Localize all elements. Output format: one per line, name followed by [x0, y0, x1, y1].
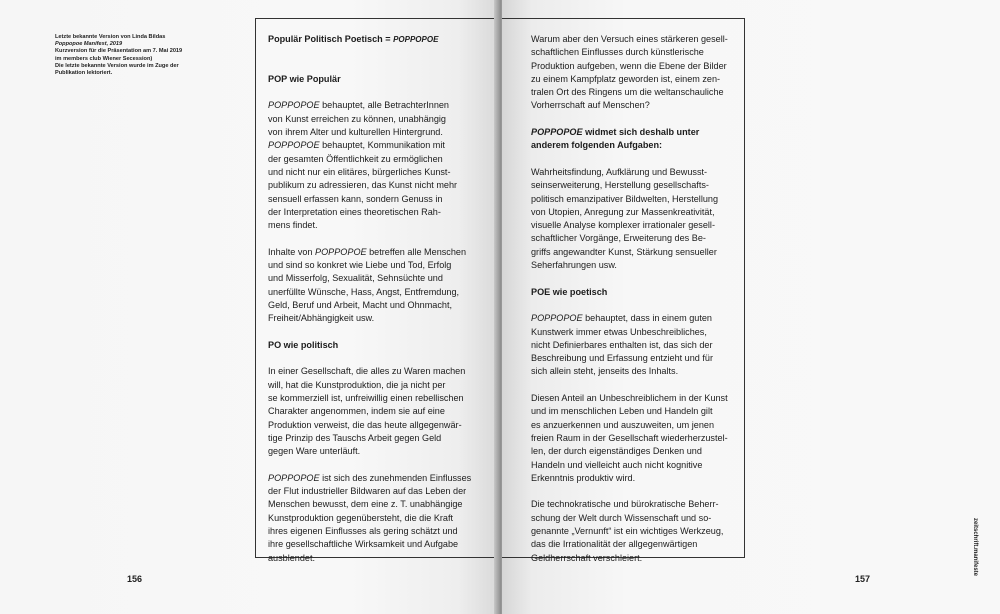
- text-line: schaftlicher Vorgänge, Erweiterung des Be-: [531, 233, 706, 244]
- colophon-note: [55, 34, 205, 77]
- text-line: freien Raum in der Gesellschaft wiederherzustel-: [531, 432, 728, 443]
- text-line: will, hat die Kunstproduktion, die ja nicht per: [268, 379, 446, 390]
- text-line: Kunstwerk immer etwas Unbeschreibliches,: [531, 326, 707, 337]
- text-line: schaftlichen Einflusses durch künstlerische: [531, 47, 704, 58]
- text-line: ihres eigenen Einflusses als gering schätzt und: [268, 525, 458, 536]
- text-line: tralen Ort des Ringens um die weltanschauliche: [531, 87, 724, 98]
- heading-pop: POP wie Populär: [268, 73, 341, 84]
- text-line: POPPOPOE behauptet, dass in einem guten: [531, 313, 712, 324]
- text-line: Inhalte von POPPOPOE betreffen alle Menschen: [268, 246, 467, 257]
- text-line: Geldherrschaft verschleiert.: [531, 552, 643, 563]
- text-line: der Flut industrieller Bildwaren auf das Leben der: [268, 486, 467, 497]
- page-number-left: 156: [127, 574, 143, 584]
- text-line: Erkenntnis produktiv wird.: [531, 472, 636, 483]
- right-text-column: [531, 33, 745, 565]
- left-page: [0, 0, 498, 614]
- text-line: ihre gesellschaftliche Wirksamkeit und Aufgabe: [268, 539, 459, 550]
- text-line: Seherfahrungen usw.: [531, 260, 617, 271]
- text-line: Wahrheitsfindung, Aufklärung und Bewusst-: [531, 166, 708, 177]
- text-line: publikum zu adressieren, das Kunst nicht mehr: [268, 180, 458, 191]
- text-line: sich allein steht, jenseits des Inhalts.: [531, 366, 679, 377]
- text-line: se kommerziell ist, unfreiwillig einen rebellischen: [268, 393, 464, 404]
- text-line: Die technokratische und bürokratische Beherr-: [531, 499, 719, 510]
- text-line: von Kunst erreichen zu können, unabhängig: [268, 113, 446, 124]
- text-line: und sind so konkret wie Liebe und Tod, Erfolg: [268, 260, 452, 271]
- text-line: Produktion aufgeben, wenn die Ebene der Bilder: [531, 60, 727, 71]
- right-page: [502, 0, 1000, 614]
- heading-poe: POE wie poetisch: [531, 286, 608, 297]
- text-line: griffs angewandter Kunst, Stärkung sensueller: [531, 246, 717, 257]
- text-line: von Utopien, Anregung zur Massenkreativität,: [531, 206, 715, 217]
- text-line: POPPOPOE ist sich des zunehmenden Einflusses: [268, 472, 472, 483]
- text-line: Charakter angenommen, indem sie auf eine: [268, 406, 445, 417]
- text-line: Diesen Anteil an Unbeschreiblichem in der Kunst: [531, 393, 728, 404]
- text-line: das die Irrationalität der allgegenwärtigen: [531, 539, 698, 550]
- text-line: sensuell erfassen kann, sondern Genuss in: [268, 193, 443, 204]
- text-line: und Misserfolg, Sexualität, Sehnsüchte und: [268, 273, 443, 284]
- page-title: Populär Politisch Poetisch = POPPOPOE: [268, 34, 439, 44]
- text-line: genannte „Vernunft“ ist ein wichtiges Werkzeug,: [531, 525, 724, 536]
- text-line: gegen Ware unterläuft.: [268, 446, 361, 457]
- vertical-running-title: zeitschrift.manifeste: [972, 518, 978, 577]
- note-line: Publikation lektoriert.: [55, 70, 113, 77]
- heading-po: PO wie politisch: [268, 339, 339, 350]
- text-line: von ihrem Alter und kulturellen Hintergrund.: [268, 127, 443, 138]
- note-line: Letzte bekannte Version von Linda Bildas: [55, 34, 166, 40]
- text-line: seinserweiterung, Herstellung gesellschafts-: [531, 180, 709, 191]
- page-number-right: 157: [855, 574, 871, 584]
- text-line: es anzuerkennen und auszuweiten, um jenen: [531, 419, 715, 430]
- text-line: Vorherrschaft auf Menschen?: [531, 100, 650, 111]
- text-line: visuelle Analyse komplexer irrationaler gesell-: [531, 220, 715, 231]
- left-text-column: [268, 33, 486, 565]
- text-line: unerfüllte Wünsche, Hass, Angst, Entfremdung,: [268, 286, 460, 297]
- text-line: Warum aber den Versuch eines stärkeren gesell-: [531, 34, 728, 44]
- text-line: POPPOPOE behauptet, Kommunikation mit: [268, 140, 445, 151]
- text-line: nicht Definierbares enthalten ist, das sich der: [531, 339, 713, 350]
- text-line: der gesamten Öffentlichkeit zu ermöglichen: [268, 153, 443, 164]
- text-line: Beschreibung und Erfassung entzieht und für: [531, 353, 713, 364]
- text-line: mens findet.: [268, 220, 318, 231]
- text-line: Freiheit/Abhängigkeit usw.: [268, 313, 375, 324]
- text-line: tige Prinzip des Tauschs Arbeit gegen Geld: [268, 432, 442, 443]
- text-line: Geld, Beruf und Arbeit, Macht und Ohnmacht,: [268, 299, 452, 310]
- heading-tasks-line2: anderem folgenden Aufgaben:: [531, 140, 663, 151]
- text-line: schung der Welt durch Wissenschaft und so-: [531, 512, 712, 523]
- text-line: POPPOPOE behauptet, alle BetrachterInnen: [268, 100, 449, 111]
- text-line: und im menschlichen Leben und Handeln gilt: [531, 406, 713, 417]
- text-line: der Interpretation eines theoretischen Rah-: [268, 206, 441, 217]
- heading-tasks: POPPOPOE widmet sich deshalb unter: [531, 127, 700, 138]
- note-line: Poppopoe Manifest, 2019: [55, 41, 123, 48]
- text-line: ausblendet.: [268, 552, 316, 563]
- text-line: und nicht nur ein elitäres, bürgerliches Kunst-: [268, 166, 451, 177]
- text-line: In einer Gesellschaft, die alles zu Waren machen: [268, 366, 466, 377]
- text-line: Kunstproduktion gegenübersteht, die die Kraft: [268, 512, 454, 523]
- text-line: len, der durch eigenständiges Denken und: [531, 446, 702, 457]
- text-line: zu einem Kampfplatz geworden ist, einem zen-: [531, 73, 721, 84]
- note-line: Die letzte bekannte Version wurde im Zuge der: [55, 62, 179, 69]
- text-line: politisch emanzipativer Bildwelten, Herstellung: [531, 193, 719, 204]
- note-line: im members club Wiener Secession): [55, 55, 153, 62]
- text-line: Produktion verweist, die das heute allgegenwär-: [268, 419, 462, 430]
- text-line: Handeln und vielleicht auch nicht kognitive: [531, 459, 703, 470]
- text-line: Menschen bewusst, dem eine z. T. unabhängige: [268, 499, 463, 510]
- note-line: Kurzversion für die Präsentation am 7. Mai 2019: [55, 48, 183, 55]
